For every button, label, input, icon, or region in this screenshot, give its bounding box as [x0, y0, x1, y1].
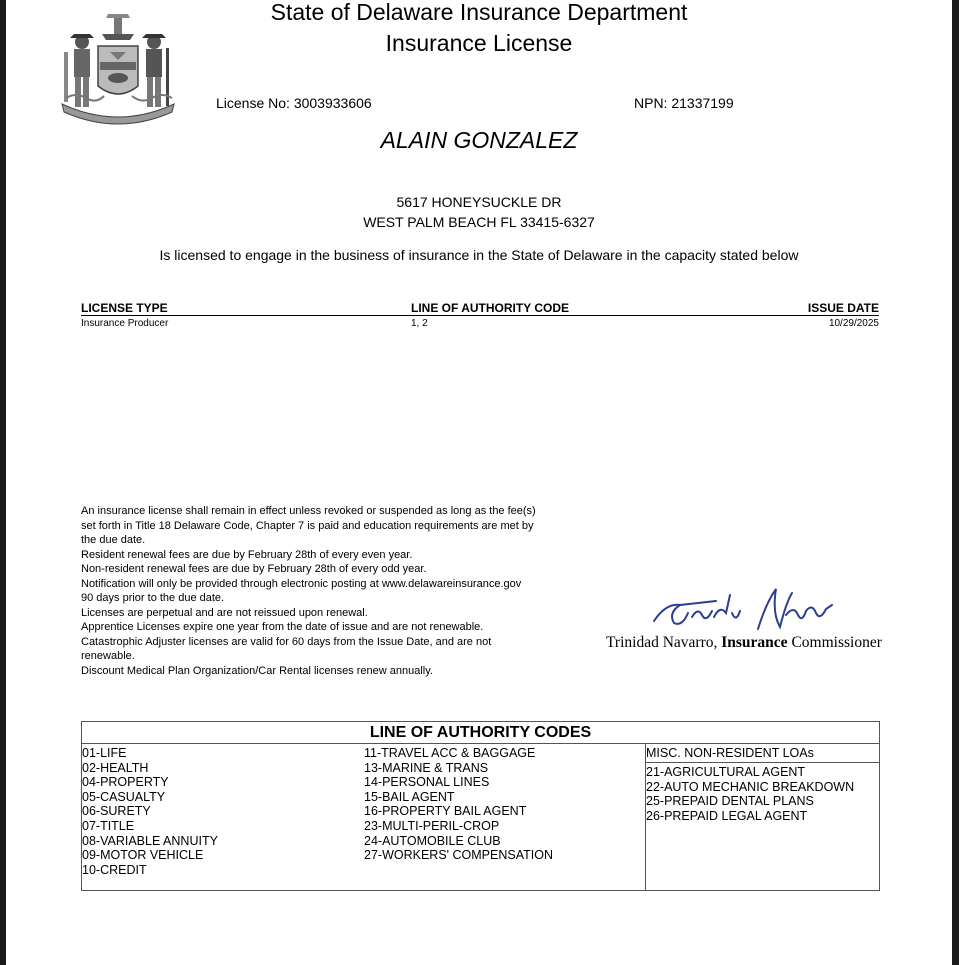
- header-issue-date: ISSUE DATE: [807, 301, 879, 315]
- document-title: State of Delaware Insurance Department: [270, 0, 688, 25]
- list-item: 05-CASUALTY: [82, 789, 166, 804]
- notice-line: Discount Medical Plan Organization/Car Rental licenses renew annually.: [81, 664, 433, 677]
- list-item: 11-TRAVEL ACC & BAGGAGE: [364, 746, 536, 760]
- commissioner-title: Commissioner: [787, 634, 882, 651]
- list-item: 25-PREPAID DENTAL PLANS: [646, 794, 814, 809]
- notice-line: the due date.: [81, 534, 146, 546]
- table-row: [81, 318, 879, 330]
- commissioner-title-bold: Insurance: [721, 634, 788, 651]
- list-item: 08-VARIABLE ANNUITY: [82, 833, 218, 848]
- header-license-type: LICENSE TYPE: [81, 301, 168, 315]
- notice-line: Non-resident renewal fees are due by February 28th of every odd year.: [81, 563, 427, 575]
- cell-license-type: Insurance Producer: [81, 318, 169, 329]
- list-item: 02-HEALTH: [82, 760, 149, 775]
- address-line-2: WEST PALM BEACH FL 33415-6327: [363, 214, 595, 230]
- list-item: 10-CREDIT: [82, 862, 147, 877]
- header-loa-code: LINE OF AUTHORITY CODE: [411, 301, 570, 315]
- list-item: 15-BAIL AGENT: [364, 789, 455, 804]
- list-item: 04-PROPERTY: [82, 775, 169, 790]
- loa-column-1: [82, 746, 218, 877]
- signature-icon: [646, 583, 836, 637]
- list-item: 24-AUTOMOBILE CLUB: [364, 833, 501, 848]
- notice-line: An insurance license shall remain in effect unless revoked or suspended as long as the fee(s): [81, 505, 536, 517]
- list-item: 13-MARINE & TRANS: [364, 760, 489, 775]
- license-statement: Is licensed to engage in the business of insurance in the State of Delaware in the capacity stated below: [159, 247, 799, 263]
- notice-line: Resident renewal fees are due by February 28th of every even year.: [81, 548, 413, 561]
- license-number: License No: 3003933606: [216, 95, 372, 111]
- address-line-1: 5617 HONEYSUCKLE DR: [396, 194, 562, 210]
- list-item: 22-AUTO MECHANIC BREAKDOWN: [646, 779, 855, 794]
- list-item: 21-AGRICULTURAL AGENT: [646, 765, 806, 779]
- cell-loa-code: 1, 2: [411, 318, 428, 329]
- licensee-name: ALAIN GONZALEZ: [380, 127, 578, 153]
- list-item: 16-PROPERTY BAIL AGENT: [364, 804, 527, 819]
- notice-line: Licenses are perpetual and are not reissued upon renewal.: [81, 606, 368, 619]
- license-table-header: [81, 301, 879, 316]
- list-item: 06-SURETY: [82, 804, 151, 819]
- list-item: 01-LIFE: [82, 746, 127, 760]
- commissioner-name: Trinidad Navarro,: [606, 634, 722, 651]
- list-item: 07-TITLE: [82, 818, 135, 833]
- list-item: 14-PERSONAL LINES: [364, 775, 490, 790]
- notice-line: renewable.: [81, 650, 135, 662]
- license-notice: [81, 504, 621, 678]
- signature-caption: [606, 634, 882, 652]
- npn-number: NPN: 21337199: [634, 95, 734, 111]
- cell-issue-date: 10/29/2025: [828, 318, 879, 329]
- list-item: 09-MOTOR VEHICLE: [82, 848, 204, 863]
- list-item: 26-PREPAID LEGAL AGENT: [646, 808, 808, 823]
- list-item: 23-MULTI-PERIL-CROP: [364, 818, 500, 833]
- notice-line: Catastrophic Adjuster licenses are valid for 60 days from the Issue Date, and are not: [81, 635, 492, 648]
- loa-codes-title: LINE OF AUTHORITY CODES: [82, 722, 879, 744]
- misc-loa-heading: MISC. NON-RESIDENT LOAs: [646, 743, 880, 763]
- document-subtitle: Insurance License: [385, 30, 573, 56]
- notice-line: Apprentice Licenses expire one year from the date of issue and are not renewable.: [81, 621, 484, 633]
- license-document: [6, 0, 952, 965]
- notice-line: set forth in Title 18 Delaware Code, Chapter 7 is paid and education requirements are met by: [81, 519, 534, 532]
- notice-line: Notification will only be provided through electronic posting at www.delawareinsurance.gov: [81, 577, 522, 590]
- list-item: 27-WORKERS' COMPENSATION: [364, 848, 553, 863]
- loa-column-2: [364, 746, 553, 863]
- loa-codes-table: [81, 721, 880, 891]
- loa-column-3: [645, 743, 880, 890]
- notice-line: 90 days prior to the due date.: [81, 592, 225, 604]
